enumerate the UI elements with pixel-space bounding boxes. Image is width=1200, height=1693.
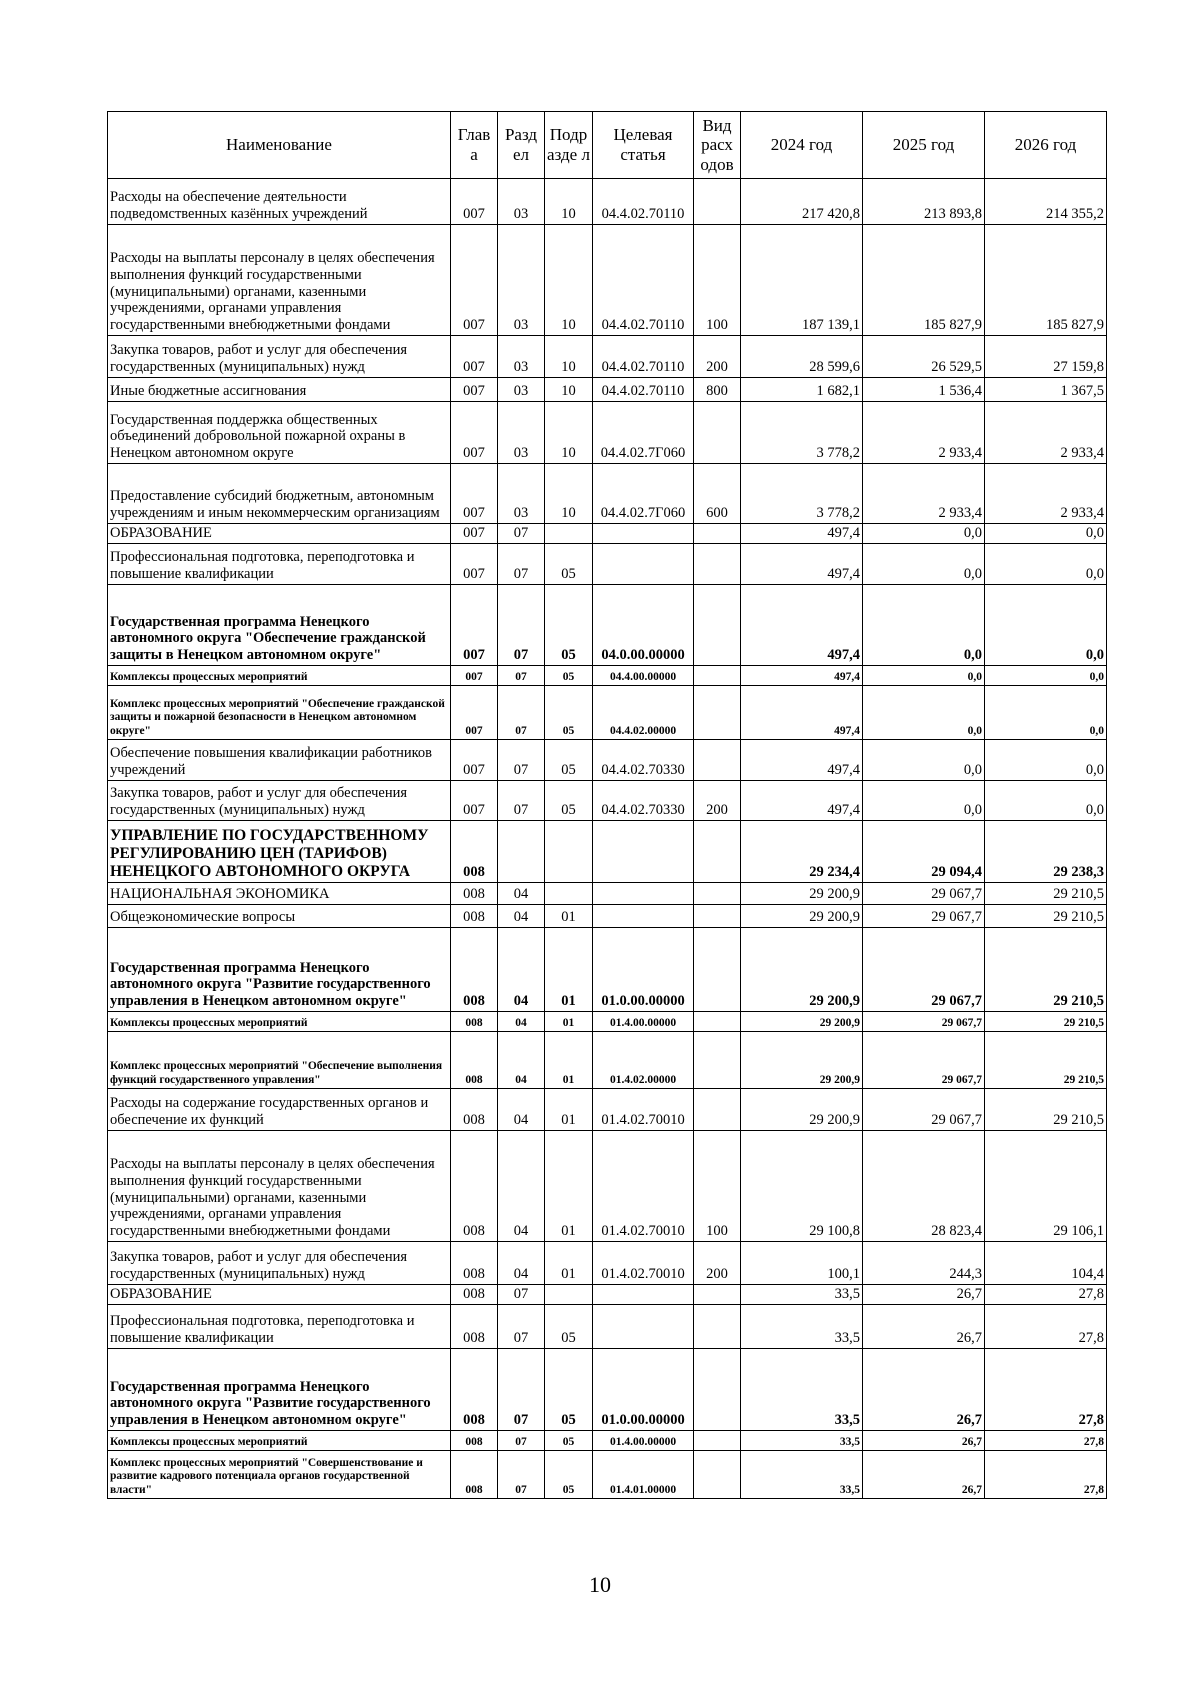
cell-y2026: 27,8	[985, 1431, 1107, 1451]
cell-target: 04.4.02.70110	[593, 179, 694, 225]
cell-razdel	[498, 821, 545, 883]
table-row	[108, 781, 1107, 821]
cell-glava: 008	[451, 905, 498, 928]
cell-razdel: 04	[498, 883, 545, 905]
cell-y2024: 100,1	[741, 1242, 863, 1285]
cell-y2024: 29 200,9	[741, 928, 863, 1012]
cell-y2026: 104,4	[985, 1242, 1107, 1285]
cell-y2026: 29 210,5	[985, 905, 1107, 928]
cell-target: 04.0.00.00000	[593, 585, 694, 666]
cell-podrazdel: 10	[545, 225, 593, 336]
cell-y2024: 29 234,4	[741, 821, 863, 883]
table-row	[108, 1032, 1107, 1089]
cell-podrazdel: 05	[545, 1349, 593, 1431]
cell-y2024: 497,4	[741, 781, 863, 821]
page-number: 10	[589, 1572, 611, 1597]
cell-name: УПРАВЛЕНИЕ ПО ГОСУДАРСТВЕННОМУ РЕГУЛИРОВАНИЮ ЦЕН (ТАРИФОВ) НЕНЕЦКОГО АВТОНОМНОГО ОКРУГА	[108, 821, 451, 883]
cell-podrazdel: 10	[545, 402, 593, 464]
cell-vid	[694, 905, 741, 928]
budget-table	[107, 111, 1107, 1499]
cell-target: 04.4.02.7Г060	[593, 464, 694, 524]
cell-razdel: 04	[498, 1089, 545, 1131]
cell-y2025: 26,7	[863, 1305, 985, 1349]
cell-y2026: 29 210,5	[985, 1012, 1107, 1032]
cell-target: 01.4.02.70010	[593, 1089, 694, 1131]
cell-podrazdel: 05	[545, 544, 593, 585]
cell-glava: 007	[451, 666, 498, 686]
cell-podrazdel: 10	[545, 336, 593, 378]
cell-vid	[694, 1285, 741, 1305]
cell-name: Общеэкономические вопросы	[108, 905, 451, 928]
cell-y2025: 2 933,4	[863, 464, 985, 524]
cell-podrazdel: 10	[545, 179, 593, 225]
cell-y2025: 0,0	[863, 585, 985, 666]
table-row	[108, 905, 1107, 928]
cell-y2025: 0,0	[863, 686, 985, 740]
cell-y2024: 497,4	[741, 524, 863, 544]
header-2025: 2025 год	[863, 112, 985, 179]
cell-y2026: 27 159,8	[985, 336, 1107, 378]
cell-vid	[694, 686, 741, 740]
cell-y2025: 185 827,9	[863, 225, 985, 336]
cell-target: 04.4.02.70330	[593, 781, 694, 821]
cell-y2025: 0,0	[863, 781, 985, 821]
cell-y2026: 29 210,5	[985, 1089, 1107, 1131]
cell-target: 01.4.01.00000	[593, 1451, 694, 1499]
cell-name: Комплекс процессных мероприятий "Обеспечение гражданской защиты и пожарной безопасности в Ненецком автономном округе"	[108, 686, 451, 740]
cell-y2025: 0,0	[863, 666, 985, 686]
cell-podrazdel: 05	[545, 740, 593, 781]
cell-vid: 200	[694, 781, 741, 821]
cell-y2024: 497,4	[741, 666, 863, 686]
cell-y2026: 29 238,3	[985, 821, 1107, 883]
cell-razdel: 03	[498, 179, 545, 225]
table-row	[108, 1305, 1107, 1349]
cell-razdel: 07	[498, 740, 545, 781]
cell-y2024: 29 200,9	[741, 1089, 863, 1131]
cell-name: Государственная программа Ненецкого автономного округа "Обеспечение гражданской защиты в Ненецком автономном округе"	[108, 585, 451, 666]
cell-y2026: 27,8	[985, 1285, 1107, 1305]
cell-name: ОБРАЗОВАНИЕ	[108, 524, 451, 544]
cell-y2025: 1 536,4	[863, 378, 985, 402]
cell-target: 01.4.02.70010	[593, 1131, 694, 1242]
table-row	[108, 883, 1107, 905]
table-row	[108, 1089, 1107, 1131]
cell-target: 04.4.02.7Г060	[593, 402, 694, 464]
cell-y2026: 29 106,1	[985, 1131, 1107, 1242]
cell-podrazdel: 05	[545, 686, 593, 740]
cell-razdel: 07	[498, 1431, 545, 1451]
cell-y2026: 27,8	[985, 1451, 1107, 1499]
cell-y2026: 0,0	[985, 781, 1107, 821]
cell-name: Комплексы процессных мероприятий	[108, 1012, 451, 1032]
cell-glava: 008	[451, 1285, 498, 1305]
cell-target: 01.4.02.00000	[593, 1032, 694, 1089]
cell-vid: 800	[694, 378, 741, 402]
cell-podrazdel	[545, 883, 593, 905]
cell-y2026: 27,8	[985, 1349, 1107, 1431]
cell-target: 04.4.02.70110	[593, 225, 694, 336]
cell-y2024: 187 139,1	[741, 225, 863, 336]
cell-name: Комплекс процессных мероприятий "Обеспечение выполнения функций государственного управления"	[108, 1032, 451, 1089]
cell-y2026: 29 210,5	[985, 883, 1107, 905]
cell-vid	[694, 666, 741, 686]
cell-name: Иные бюджетные ассигнования	[108, 378, 451, 402]
cell-target: 01.0.00.00000	[593, 928, 694, 1012]
cell-podrazdel: 10	[545, 378, 593, 402]
cell-y2025: 244,3	[863, 1242, 985, 1285]
cell-y2025: 0,0	[863, 544, 985, 585]
cell-target: 01.4.00.00000	[593, 1431, 694, 1451]
cell-y2025: 0,0	[863, 740, 985, 781]
cell-vid	[694, 1349, 741, 1431]
cell-name: Закупка товаров, работ и услуг для обеспечения государственных (муниципальных) нужд	[108, 336, 451, 378]
cell-razdel: 04	[498, 905, 545, 928]
cell-y2024: 29 100,8	[741, 1131, 863, 1242]
cell-glava: 008	[451, 1012, 498, 1032]
cell-name: Профессиональная подготовка, переподготовка и повышение квалификации	[108, 544, 451, 585]
cell-name: ОБРАЗОВАНИЕ	[108, 1285, 451, 1305]
table-row	[108, 1349, 1107, 1431]
table-row	[108, 1431, 1107, 1451]
cell-name: Комплексы процессных мероприятий	[108, 666, 451, 686]
cell-name: Расходы на содержание государственных органов и обеспечение их функций	[108, 1089, 451, 1131]
cell-y2025: 26,7	[863, 1349, 985, 1431]
cell-name: Расходы на выплаты персоналу в целях обеспечения выполнения функций государственными (муниципальными) органами, казенными учреждениями, органами управления государственными внебюджетными фондами	[108, 225, 451, 336]
header-podrazdel: Подр азде л	[545, 112, 593, 179]
cell-glava: 007	[451, 524, 498, 544]
cell-glava: 007	[451, 544, 498, 585]
cell-glava: 008	[451, 1131, 498, 1242]
cell-glava: 008	[451, 1242, 498, 1285]
cell-y2025: 213 893,8	[863, 179, 985, 225]
cell-vid	[694, 1089, 741, 1131]
cell-y2024: 33,5	[741, 1349, 863, 1431]
cell-target	[593, 905, 694, 928]
cell-podrazdel: 10	[545, 464, 593, 524]
cell-podrazdel	[545, 821, 593, 883]
cell-glava: 008	[451, 1349, 498, 1431]
cell-podrazdel: 01	[545, 1032, 593, 1089]
cell-vid: 600	[694, 464, 741, 524]
cell-glava: 008	[451, 883, 498, 905]
cell-y2024: 1 682,1	[741, 378, 863, 402]
cell-podrazdel: 01	[545, 905, 593, 928]
cell-podrazdel: 05	[545, 666, 593, 686]
cell-glava: 007	[451, 781, 498, 821]
cell-vid: 100	[694, 225, 741, 336]
cell-y2025: 29 067,7	[863, 928, 985, 1012]
cell-target	[593, 544, 694, 585]
header-row	[108, 112, 1107, 179]
cell-glava: 007	[451, 336, 498, 378]
table-row	[108, 524, 1107, 544]
cell-y2024: 3 778,2	[741, 402, 863, 464]
cell-glava: 008	[451, 1431, 498, 1451]
cell-y2026: 29 210,5	[985, 1032, 1107, 1089]
cell-y2026: 2 933,4	[985, 402, 1107, 464]
cell-podrazdel: 05	[545, 585, 593, 666]
cell-target	[593, 883, 694, 905]
cell-glava: 007	[451, 740, 498, 781]
cell-razdel: 03	[498, 464, 545, 524]
cell-y2024: 497,4	[741, 544, 863, 585]
cell-y2025: 26,7	[863, 1451, 985, 1499]
cell-target: 04.4.02.00000	[593, 686, 694, 740]
header-razdel: Разд ел	[498, 112, 545, 179]
table-row	[108, 179, 1107, 225]
cell-y2026: 27,8	[985, 1305, 1107, 1349]
cell-glava: 008	[451, 1089, 498, 1131]
table-body	[108, 179, 1107, 1499]
cell-y2024: 29 200,9	[741, 883, 863, 905]
cell-glava: 007	[451, 378, 498, 402]
cell-podrazdel: 01	[545, 928, 593, 1012]
cell-glava: 008	[451, 1451, 498, 1499]
cell-razdel: 07	[498, 1285, 545, 1305]
cell-y2025: 29 067,7	[863, 1032, 985, 1089]
cell-podrazdel	[545, 524, 593, 544]
cell-y2025: 26,7	[863, 1285, 985, 1305]
cell-razdel: 04	[498, 1242, 545, 1285]
cell-vid	[694, 1431, 741, 1451]
cell-y2024: 29 200,9	[741, 1032, 863, 1089]
cell-razdel: 03	[498, 378, 545, 402]
cell-y2026: 0,0	[985, 686, 1107, 740]
cell-podrazdel: 05	[545, 1451, 593, 1499]
cell-razdel: 04	[498, 1012, 545, 1032]
cell-razdel: 07	[498, 585, 545, 666]
cell-name: Расходы на обеспечение деятельности подведомственных казённых учреждений	[108, 179, 451, 225]
cell-glava: 008	[451, 928, 498, 1012]
cell-target: 01.4.02.70010	[593, 1242, 694, 1285]
cell-name: Государственная программа Ненецкого автономного округа "Развитие государственного управления в Ненецком автономном округе"	[108, 928, 451, 1012]
cell-y2026: 0,0	[985, 740, 1107, 781]
table-row	[108, 1451, 1107, 1499]
cell-razdel: 03	[498, 336, 545, 378]
cell-y2025: 2 933,4	[863, 402, 985, 464]
cell-y2024: 497,4	[741, 740, 863, 781]
cell-vid	[694, 821, 741, 883]
cell-target	[593, 1305, 694, 1349]
cell-glava: 007	[451, 686, 498, 740]
cell-name: НАЦИОНАЛЬНАЯ ЭКОНОМИКА	[108, 883, 451, 905]
cell-vid	[694, 179, 741, 225]
cell-vid	[694, 883, 741, 905]
cell-y2026: 2 933,4	[985, 464, 1107, 524]
cell-glava: 008	[451, 1032, 498, 1089]
cell-y2026: 185 827,9	[985, 225, 1107, 336]
cell-vid	[694, 524, 741, 544]
table-row	[108, 928, 1107, 1012]
cell-target	[593, 821, 694, 883]
cell-vid: 200	[694, 1242, 741, 1285]
cell-glava: 007	[451, 402, 498, 464]
cell-y2024: 28 599,6	[741, 336, 863, 378]
cell-glava: 007	[451, 225, 498, 336]
cell-y2024: 497,4	[741, 686, 863, 740]
cell-y2026: 29 210,5	[985, 928, 1107, 1012]
cell-razdel: 04	[498, 1131, 545, 1242]
cell-y2024: 217 420,8	[741, 179, 863, 225]
cell-glava: 007	[451, 179, 498, 225]
cell-razdel: 07	[498, 1451, 545, 1499]
cell-target: 04.4.00.00000	[593, 666, 694, 686]
cell-vid	[694, 1032, 741, 1089]
cell-y2025: 29 094,4	[863, 821, 985, 883]
cell-vid	[694, 740, 741, 781]
cell-podrazdel: 01	[545, 1012, 593, 1032]
cell-target	[593, 1285, 694, 1305]
cell-y2026: 1 367,5	[985, 378, 1107, 402]
cell-glava: 008	[451, 1305, 498, 1349]
cell-y2024: 3 778,2	[741, 464, 863, 524]
cell-razdel: 07	[498, 1305, 545, 1349]
cell-target	[593, 524, 694, 544]
cell-vid	[694, 928, 741, 1012]
header-2024: 2024 год	[741, 112, 863, 179]
cell-y2026: 0,0	[985, 524, 1107, 544]
cell-target: 01.0.00.00000	[593, 1349, 694, 1431]
cell-y2025: 0,0	[863, 524, 985, 544]
cell-y2024: 33,5	[741, 1305, 863, 1349]
cell-razdel: 07	[498, 1349, 545, 1431]
cell-razdel: 04	[498, 1032, 545, 1089]
cell-y2026: 0,0	[985, 544, 1107, 585]
cell-vid	[694, 544, 741, 585]
table-row	[108, 740, 1107, 781]
cell-razdel: 03	[498, 402, 545, 464]
cell-target: 04.4.02.70330	[593, 740, 694, 781]
cell-razdel: 07	[498, 686, 545, 740]
cell-podrazdel: 01	[545, 1089, 593, 1131]
table-row	[108, 585, 1107, 666]
cell-glava: 008	[451, 821, 498, 883]
table-row	[108, 821, 1107, 883]
header-2026: 2026 год	[985, 112, 1107, 179]
cell-vid: 200	[694, 336, 741, 378]
cell-y2025: 29 067,7	[863, 1089, 985, 1131]
table-row	[108, 225, 1107, 336]
cell-y2025: 29 067,7	[863, 1012, 985, 1032]
cell-y2024: 33,5	[741, 1285, 863, 1305]
table-row	[108, 336, 1107, 378]
cell-podrazdel: 01	[545, 1242, 593, 1285]
cell-razdel: 07	[498, 544, 545, 585]
cell-y2024: 29 200,9	[741, 1012, 863, 1032]
cell-y2025: 26,7	[863, 1431, 985, 1451]
cell-name: Комплекс процессных мероприятий "Совершенствование и развитие кадрового потенциала органов государственной власти"	[108, 1451, 451, 1499]
cell-name: Государственная поддержка общественных объединений добровольной пожарной охраны в Ненецком автономном округе	[108, 402, 451, 464]
cell-glava: 007	[451, 464, 498, 524]
cell-podrazdel: 05	[545, 1431, 593, 1451]
cell-y2025: 28 823,4	[863, 1131, 985, 1242]
table-row	[108, 1012, 1107, 1032]
header-target: Целевая статья	[593, 112, 694, 179]
cell-vid	[694, 1451, 741, 1499]
cell-podrazdel: 05	[545, 1305, 593, 1349]
cell-razdel: 03	[498, 225, 545, 336]
table-row	[108, 464, 1107, 524]
table-row	[108, 1285, 1107, 1305]
cell-vid	[694, 1012, 741, 1032]
header-glava: Глав а	[451, 112, 498, 179]
cell-vid	[694, 402, 741, 464]
table-row	[108, 686, 1107, 740]
cell-y2026: 0,0	[985, 585, 1107, 666]
cell-y2026: 0,0	[985, 666, 1107, 686]
cell-vid: 100	[694, 1131, 741, 1242]
cell-vid	[694, 1305, 741, 1349]
cell-razdel: 04	[498, 928, 545, 1012]
cell-target: 04.4.02.70110	[593, 378, 694, 402]
table-row	[108, 666, 1107, 686]
cell-podrazdel	[545, 1285, 593, 1305]
cell-name: Расходы на выплаты персоналу в целях обеспечения выполнения функций государственными (муниципальными) органами, казенными учреждениями, органами управления государственными внебюджетными фондами	[108, 1131, 451, 1242]
cell-y2025: 29 067,7	[863, 883, 985, 905]
cell-y2025: 26 529,5	[863, 336, 985, 378]
cell-y2025: 29 067,7	[863, 905, 985, 928]
cell-y2024: 33,5	[741, 1451, 863, 1499]
cell-name: Закупка товаров, работ и услуг для обеспечения государственных (муниципальных) нужд	[108, 1242, 451, 1285]
table-row	[108, 1131, 1107, 1242]
cell-razdel: 07	[498, 524, 545, 544]
cell-name: Профессиональная подготовка, переподготовка и повышение квалификации	[108, 1305, 451, 1349]
cell-razdel: 07	[498, 781, 545, 821]
cell-vid	[694, 585, 741, 666]
cell-name: Закупка товаров, работ и услуг для обеспечения государственных (муниципальных) нужд	[108, 781, 451, 821]
cell-name: Обеспечение повышения квалификации работников учреждений	[108, 740, 451, 781]
table-row	[108, 544, 1107, 585]
cell-podrazdel: 01	[545, 1131, 593, 1242]
header-name: Наименование	[108, 112, 451, 179]
cell-name: Государственная программа Ненецкого автономного округа "Развитие государственного управления в Ненецком автономном округе"	[108, 1349, 451, 1431]
table-row	[108, 402, 1107, 464]
cell-glava: 007	[451, 585, 498, 666]
cell-target: 04.4.02.70110	[593, 336, 694, 378]
table-row	[108, 378, 1107, 402]
cell-name: Предоставление субсидий бюджетным, автономным учреждениям и иным некоммерческим организациям	[108, 464, 451, 524]
cell-podrazdel: 05	[545, 781, 593, 821]
cell-y2024: 29 200,9	[741, 905, 863, 928]
cell-target: 01.4.00.00000	[593, 1012, 694, 1032]
cell-razdel: 07	[498, 666, 545, 686]
cell-name: Комплексы процессных мероприятий	[108, 1431, 451, 1451]
header-vid: Вид расх одов	[694, 112, 741, 179]
table-row	[108, 1242, 1107, 1285]
cell-y2024: 497,4	[741, 585, 863, 666]
cell-y2024: 33,5	[741, 1431, 863, 1451]
cell-y2026: 214 355,2	[985, 179, 1107, 225]
